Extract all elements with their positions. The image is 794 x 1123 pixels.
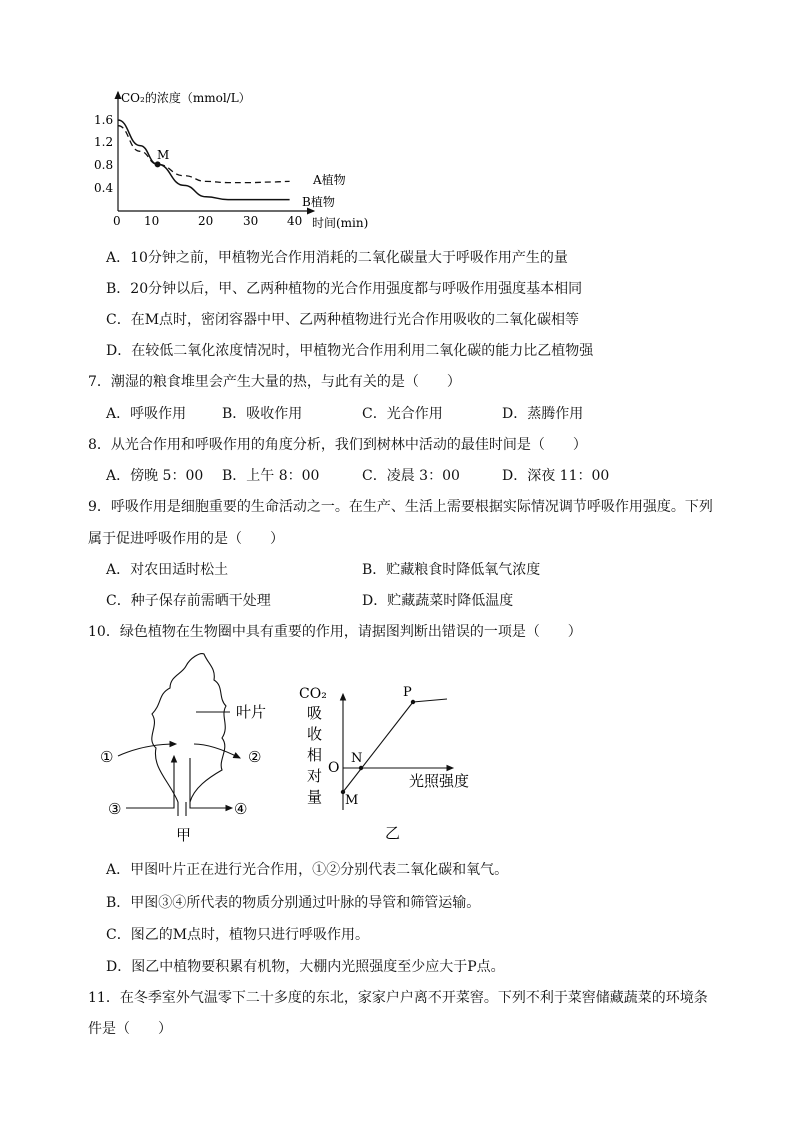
graph-y-label-4: 相 xyxy=(307,746,323,764)
graph-plateau xyxy=(413,699,447,702)
q7-option-b: B．吸收作用 xyxy=(222,406,303,422)
series-b-line xyxy=(118,120,290,200)
graph-p-label: P xyxy=(403,685,412,700)
series-a-line xyxy=(118,126,290,183)
figure-b-caption: 乙 xyxy=(385,824,401,842)
q7-option-c: C．光合作用 xyxy=(362,406,443,422)
y-tick-label: 0.4 xyxy=(94,181,114,195)
graph-origin-label: O xyxy=(328,760,340,776)
q8-option-c: C．凌晨 3：00 xyxy=(362,468,460,484)
arrow-1 xyxy=(118,744,176,756)
graph-curve xyxy=(343,702,413,792)
q6-option-a: A．10分钟之前，甲植物光合作用消耗的二氧化碳量大于呼吸作用产生的量 xyxy=(106,250,568,266)
q11-stem-line1: 11．在冬季室外气温零下二十多度的东北，家家户户离不开菜窖。下列不利于菜窖储藏蔬菜的环境条 xyxy=(88,990,708,1006)
q9-option-c: C．种子保存前需晒干处理 xyxy=(106,593,271,609)
arrow-2 xyxy=(194,744,240,758)
q7-option-d: D．蒸腾作用 xyxy=(502,406,584,422)
graph-y-label-1: CO₂ xyxy=(299,686,327,702)
q10-option-c: C．图乙的M点时，植物只进行呼吸作用。 xyxy=(106,927,370,943)
graph-n-label: N xyxy=(351,751,363,766)
y-tick-label: 1.2 xyxy=(94,135,114,149)
q9-stem-line2: 属于促进呼吸作用的是（ ） xyxy=(88,531,284,547)
marker-1: ① xyxy=(100,748,114,766)
q9-option-a: A．对农田适时松土 xyxy=(106,562,229,578)
q6-option-d: D．在较低二氧化浓度情况时，甲植物光合作用利用二氧化碳的能力比乙植物强 xyxy=(106,343,594,359)
x-tick-label: 20 xyxy=(198,214,214,228)
y-tick-label: 1.6 xyxy=(94,113,114,127)
q9-option-b: B．贮藏粮食时降低氧气浓度 xyxy=(362,562,541,578)
q7-option-a: A．呼吸作用 xyxy=(106,406,187,422)
chart-y-label: CO₂的浓度（mmol/L） xyxy=(121,91,251,105)
q6-option-b: B．20分钟以后，甲、乙两种植物的光合作用强度都与呼吸作用强度基本相同 xyxy=(106,281,583,297)
q10-option-d: D．图乙中植物要积累有机物，大棚内光照强度至少应大于P点。 xyxy=(106,959,505,975)
q7-stem: 7．潮湿的粮食堆里会产生大量的热，与此有关的是（ ） xyxy=(88,374,461,390)
graph-m-label: M xyxy=(345,793,359,808)
point-n-dot xyxy=(359,766,363,770)
arrow-4 xyxy=(190,758,232,808)
marker-2: ② xyxy=(248,748,262,766)
marker-3: ③ xyxy=(108,800,122,818)
marker-4: ④ xyxy=(234,800,248,818)
leaf-outline xyxy=(152,654,226,802)
q11-stem-line2: 件是（ ） xyxy=(88,1021,172,1037)
leaf-label: 叶片 xyxy=(236,703,267,721)
q8-option-d: D．深夜 11：00 xyxy=(502,468,610,484)
q9-stem-line1: 9．呼吸作用是细胞重要的生命活动之一。在生产、生活上需要根据实际情况调节呼吸作用强度。下列 xyxy=(88,499,713,515)
q10-option-a: A．甲图叶片正在进行光合作用，①②分别代表二氧化碳和氧气。 xyxy=(106,862,509,878)
chart-x-label: 时间(min) xyxy=(312,216,369,230)
series-a-label: A植物 xyxy=(313,173,346,187)
y-tick-label: 0.8 xyxy=(94,158,114,172)
graph-y-label-6: 量 xyxy=(307,788,323,806)
x-tick-label: 10 xyxy=(144,214,160,228)
q6-option-c: C．在M点时，密闭容器中甲、乙两种植物进行光合作用吸收的二氧化碳相等 xyxy=(106,312,580,328)
point-m-label: M xyxy=(157,148,170,162)
point-p-dot xyxy=(411,700,415,704)
graph-y-label-5: 对 xyxy=(307,767,323,785)
co2-light-graph xyxy=(295,650,495,850)
graph-y-label-2: 吸 xyxy=(307,704,323,722)
q10-option-b: B．甲图③④所代表的物质分别通过叶脉的导管和筛管运输。 xyxy=(106,895,481,911)
q8-stem: 8．从光合作用和呼吸作用的角度分析，我们到树林中活动的最佳时间是（ ） xyxy=(88,437,587,453)
q8-option-b: B．上午 8：00 xyxy=(222,468,320,484)
x-tick-label: 40 xyxy=(287,214,303,228)
x-tick-label: 30 xyxy=(243,214,259,228)
x-tick-label: 0 xyxy=(113,214,121,228)
co2-concentration-chart xyxy=(0,0,794,240)
q8-option-a: A．傍晚 5：00 xyxy=(106,468,204,484)
graph-y-label-3: 收 xyxy=(307,725,323,743)
point-m xyxy=(155,161,161,167)
figure-a-caption: 甲 xyxy=(176,826,192,844)
graph-x-label: 光照强度 xyxy=(409,772,470,790)
q9-option-d: D．贮藏蔬菜时降低温度 xyxy=(362,593,514,609)
series-b-label: B植物 xyxy=(302,195,335,209)
q10-stem: 10．绿色植物在生物圈中具有重要的作用，请据图判断出错误的一项是（ ） xyxy=(88,624,582,640)
